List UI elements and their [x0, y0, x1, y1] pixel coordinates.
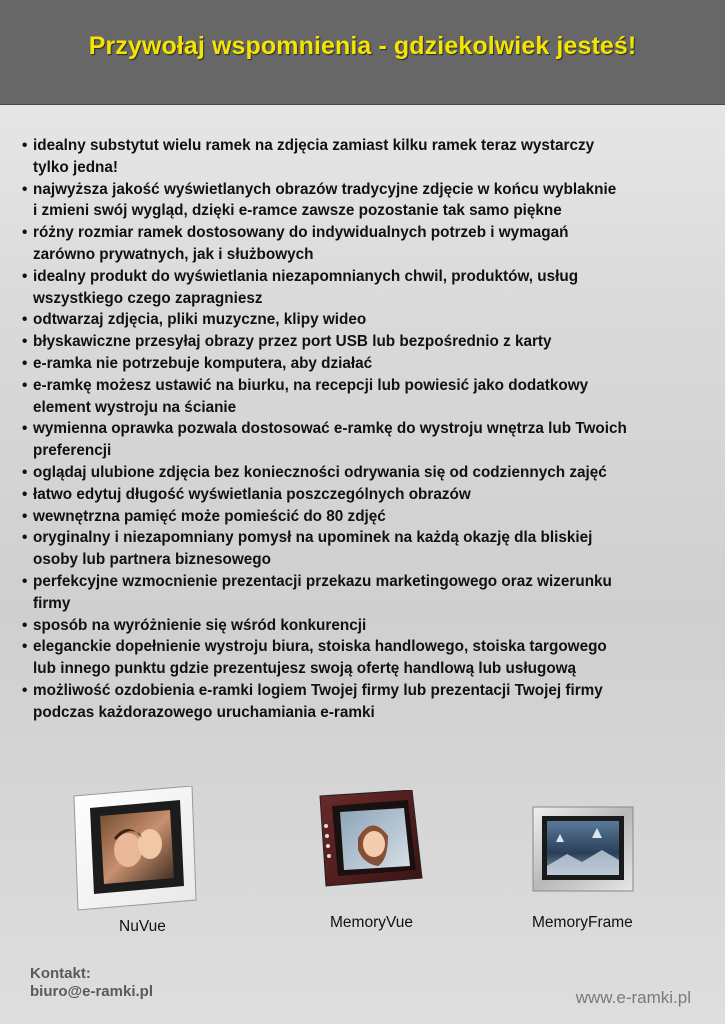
bullet-icon: •	[22, 463, 28, 481]
feature-text: błyskawiczne przesyłaj obrazy przez port USB lub bezpośrednio z karty	[33, 333, 552, 351]
feature-item	[22, 418, 712, 462]
bullet-icon: •	[22, 507, 28, 525]
bullet-icon: •	[22, 638, 28, 656]
contact-block	[30, 965, 153, 1001]
feature-item	[22, 462, 712, 484]
contact-label: Kontakt:	[30, 965, 91, 982]
feature-item	[22, 222, 712, 266]
feature-item	[22, 484, 712, 506]
feature-item	[22, 353, 712, 375]
bullet-icon: •	[22, 681, 28, 699]
feature-item	[22, 266, 712, 310]
feature-text: oglądaj ulubione zdjęcia bez konieczności odrywania się od codziennych zajęć	[33, 463, 607, 481]
bullet-icon: •	[22, 376, 28, 394]
bullet-icon: •	[22, 333, 28, 351]
bullet-icon: •	[22, 311, 28, 329]
product-name-nuvue: NuVue	[119, 918, 166, 935]
product-nuvue	[66, 780, 206, 940]
feature-list	[22, 135, 712, 724]
dark-red-photo-frame-icon	[318, 790, 426, 890]
feature-item	[22, 615, 712, 637]
feature-item	[22, 680, 712, 724]
feature-text: łatwo edytuj długość wyświetlania poszczególnych obrazów	[33, 485, 471, 503]
product-name-memoryframe: MemoryFrame	[532, 914, 633, 931]
feature-item	[22, 331, 712, 353]
feature-text: e-ramkę możesz ustawić na biurku, na recepcji lub powiesić jako dodatkowy element wystroju na ścianie	[33, 376, 589, 416]
bullet-icon: •	[22, 180, 28, 198]
feature-text: sposób na wyróżnienie się wśród konkurencji	[33, 616, 367, 634]
feature-text: najwyższa jakość wyświetlanych obrazów tradycyjne zdjęcie w końcu wyblaknie i zmieni swój wygląd, dzięki e-ramce zawsze pozostanie tak samo piękne	[33, 180, 617, 220]
feature-item	[22, 636, 712, 680]
white-photo-frame-icon	[70, 786, 200, 912]
bullet-icon: •	[22, 137, 28, 154]
website-url[interactable]: www.e-ramki.pl	[575, 988, 691, 1007]
feature-text: odtwarzaj zdjęcia, pliki muzyczne, klipy wideo	[33, 311, 367, 329]
bullet-icon: •	[22, 616, 28, 634]
bullet-icon: •	[22, 485, 28, 503]
feature-item	[22, 375, 712, 419]
feature-item	[22, 135, 712, 179]
feature-text: możliwość ozdobienia e-ramki logiem Twojej firmy lub prezentacji Twojej firmy podczas każdorazowego uruchamiania e-ramki	[33, 681, 603, 721]
header-banner	[0, 0, 725, 105]
feature-item	[22, 571, 712, 615]
product-gallery	[0, 780, 725, 950]
product-name-memoryvue: MemoryVue	[330, 914, 413, 931]
bullet-icon: •	[22, 420, 28, 438]
feature-item	[22, 506, 712, 528]
feature-text: idealny produkt do wyświetlania niezapomnianych chwil, produktów, usług wszystkiego czego zapragniesz	[33, 267, 579, 307]
feature-text: eleganckie dopełnienie wystroju biura, stoiska handlowego, stoiska targowego lub innego punktu gdzie prezentujesz swoją ofertę handlową lub usługową	[33, 638, 607, 678]
feature-text: oryginalny i niezapomniany pomysł na upominek na każdą okazję dla bliskiej osoby lub partnera biznesowego	[33, 529, 593, 569]
feature-text: idealny substytut wielu ramek na zdjęcia zamiast kilku ramek teraz wystarczy tylko jedna!	[33, 137, 595, 176]
feature-text: wewnętrzna pamięć może pomieścić do 80 zdjęć	[33, 507, 386, 525]
feature-text: perfekcyjne wzmocnienie prezentacji przekazu marketingowego oraz wizerunku firmy	[33, 572, 612, 612]
bullet-icon: •	[22, 267, 28, 285]
product-memoryframe	[526, 780, 656, 940]
bullet-icon: •	[22, 224, 28, 242]
bullet-icon: •	[22, 529, 28, 547]
bullet-icon: •	[22, 354, 28, 372]
silver-photo-frame-icon	[532, 806, 636, 892]
feature-item	[22, 309, 712, 331]
product-memoryvue	[312, 780, 442, 940]
feature-text: różny rozmiar ramek dostosowany do indywidualnych potrzeb i wymagań zarówno prywatnych, jak i służbowych	[33, 224, 569, 263]
feature-item	[22, 179, 712, 223]
feature-text: e-ramka nie potrzebuje komputera, aby działać	[33, 354, 373, 372]
bullet-icon: •	[22, 572, 28, 590]
feature-item	[22, 527, 712, 571]
page-headline: Przywołaj wspomnienia - gdziekolwiek jesteś!	[88, 32, 637, 60]
contact-email[interactable]: biuro@e-ramki.pl	[30, 983, 153, 1000]
feature-text: wymienna oprawka pozwala dostosować e-ramkę do wystroju wnętrza lub Twoich preferencji	[33, 420, 627, 460]
